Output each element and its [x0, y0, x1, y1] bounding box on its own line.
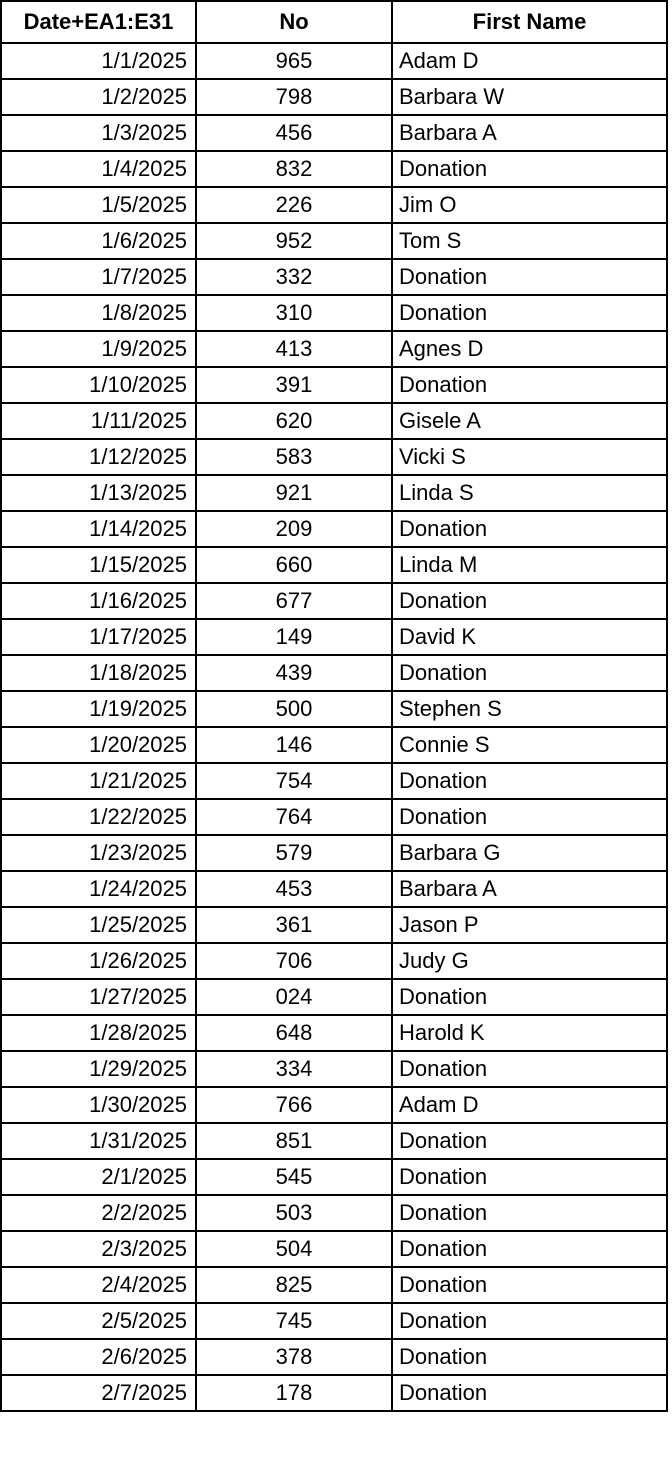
table-row [1, 1303, 667, 1339]
no-cell[interactable]: 764 [196, 799, 392, 835]
no-cell[interactable]: 504 [196, 1231, 392, 1267]
date-cell[interactable]: 1/7/2025 [1, 259, 196, 295]
no-cell[interactable]: 024 [196, 979, 392, 1015]
date-cell[interactable]: 1/27/2025 [1, 979, 196, 1015]
first-name-cell[interactable]: Donation [392, 295, 667, 331]
table-row [1, 691, 667, 727]
no-cell[interactable]: 545 [196, 1159, 392, 1195]
no-cell[interactable]: 832 [196, 151, 392, 187]
date-cell[interactable]: 1/31/2025 [1, 1123, 196, 1159]
date-cell[interactable]: 1/15/2025 [1, 547, 196, 583]
first-name-cell[interactable]: Donation [392, 583, 667, 619]
table-row [1, 439, 667, 475]
table-row [1, 115, 667, 151]
table-row [1, 403, 667, 439]
date-cell[interactable]: 1/14/2025 [1, 511, 196, 547]
date-cell[interactable]: 1/17/2025 [1, 619, 196, 655]
no-cell[interactable]: 149 [196, 619, 392, 655]
first-name-cell[interactable]: Stephen S [392, 691, 667, 727]
no-cell[interactable]: 851 [196, 1123, 392, 1159]
date-cell[interactable]: 1/29/2025 [1, 1051, 196, 1087]
date-cell[interactable]: 1/11/2025 [1, 403, 196, 439]
table-row [1, 907, 667, 943]
table-row [1, 547, 667, 583]
first-name-cell[interactable]: Barbara W [392, 79, 667, 115]
table-row [1, 1087, 667, 1123]
no-cell[interactable]: 921 [196, 475, 392, 511]
no-cell[interactable]: 620 [196, 403, 392, 439]
table-row [1, 583, 667, 619]
no-cell[interactable]: 500 [196, 691, 392, 727]
first-name-cell[interactable]: Vicki S [392, 439, 667, 475]
no-cell[interactable]: 146 [196, 727, 392, 763]
first-name-cell[interactable]: Donation [392, 151, 667, 187]
date-cell[interactable]: 1/23/2025 [1, 835, 196, 871]
date-cell[interactable]: 1/24/2025 [1, 871, 196, 907]
first-name-cell[interactable]: Judy G [392, 943, 667, 979]
first-name-cell[interactable]: Donation [392, 1267, 667, 1303]
first-name-cell[interactable]: Donation [392, 1051, 667, 1087]
no-cell[interactable]: 332 [196, 259, 392, 295]
table-row [1, 979, 667, 1015]
table-row [1, 1015, 667, 1051]
first-name-cell[interactable]: Donation [392, 1339, 667, 1375]
first-name-cell[interactable]: Barbara A [392, 115, 667, 151]
date-cell[interactable]: 1/12/2025 [1, 439, 196, 475]
first-name-cell[interactable]: David K [392, 619, 667, 655]
first-name-cell[interactable]: Donation [392, 1375, 667, 1411]
table-row [1, 187, 667, 223]
first-name-cell[interactable]: Donation [392, 259, 667, 295]
table-row [1, 475, 667, 511]
date-cell[interactable]: 1/30/2025 [1, 1087, 196, 1123]
no-cell[interactable]: 952 [196, 223, 392, 259]
first-name-cell[interactable]: Donation [392, 367, 667, 403]
table-row [1, 511, 667, 547]
first-name-cell[interactable]: Barbara G [392, 835, 667, 871]
no-cell[interactable]: 439 [196, 655, 392, 691]
date-cell[interactable]: 2/3/2025 [1, 1231, 196, 1267]
no-cell[interactable]: 334 [196, 1051, 392, 1087]
no-cell[interactable]: 178 [196, 1375, 392, 1411]
no-cell[interactable]: 825 [196, 1267, 392, 1303]
first-name-cell[interactable]: Donation [392, 1123, 667, 1159]
date-cell[interactable]: 2/7/2025 [1, 1375, 196, 1411]
no-cell[interactable]: 798 [196, 79, 392, 115]
no-cell[interactable]: 660 [196, 547, 392, 583]
header-no[interactable]: No [196, 1, 392, 43]
no-cell[interactable]: 965 [196, 43, 392, 79]
first-name-cell[interactable]: Donation [392, 511, 667, 547]
date-cell[interactable]: 1/8/2025 [1, 295, 196, 331]
date-cell[interactable]: 1/9/2025 [1, 331, 196, 367]
first-name-cell[interactable]: Tom S [392, 223, 667, 259]
table-row [1, 223, 667, 259]
first-name-cell[interactable]: Jason P [392, 907, 667, 943]
first-name-cell[interactable]: Connie S [392, 727, 667, 763]
date-cell[interactable]: 1/25/2025 [1, 907, 196, 943]
date-cell[interactable]: 1/4/2025 [1, 151, 196, 187]
date-cell[interactable]: 1/2/2025 [1, 79, 196, 115]
table-row [1, 367, 667, 403]
no-cell[interactable]: 754 [196, 763, 392, 799]
first-name-cell[interactable]: Donation [392, 1195, 667, 1231]
table-row [1, 1123, 667, 1159]
no-cell[interactable]: 391 [196, 367, 392, 403]
first-name-cell[interactable]: Donation [392, 799, 667, 835]
first-name-cell[interactable]: Agnes D [392, 331, 667, 367]
table-row [1, 259, 667, 295]
no-cell[interactable]: 456 [196, 115, 392, 151]
date-cell[interactable]: 2/4/2025 [1, 1267, 196, 1303]
table-row [1, 619, 667, 655]
table-row [1, 799, 667, 835]
date-cell[interactable]: 1/21/2025 [1, 763, 196, 799]
no-cell[interactable]: 503 [196, 1195, 392, 1231]
table-row [1, 835, 667, 871]
no-cell[interactable]: 583 [196, 439, 392, 475]
table-row [1, 1339, 667, 1375]
first-name-cell[interactable]: Jim O [392, 187, 667, 223]
date-cell[interactable]: 2/1/2025 [1, 1159, 196, 1195]
table-row [1, 151, 667, 187]
table-row [1, 43, 667, 79]
date-cell[interactable]: 1/5/2025 [1, 187, 196, 223]
date-cell[interactable]: 1/6/2025 [1, 223, 196, 259]
date-cell[interactable]: 2/5/2025 [1, 1303, 196, 1339]
table-row [1, 1159, 667, 1195]
first-name-cell[interactable]: Adam D [392, 43, 667, 79]
first-name-cell[interactable]: Gisele A [392, 403, 667, 439]
table-row [1, 1231, 667, 1267]
first-name-cell[interactable]: Donation [392, 1159, 667, 1195]
date-cell[interactable]: 1/20/2025 [1, 727, 196, 763]
table-row [1, 331, 667, 367]
first-name-cell[interactable]: Donation [392, 763, 667, 799]
first-name-cell[interactable]: Adam D [392, 1087, 667, 1123]
table-row [1, 943, 667, 979]
header-row [1, 1, 667, 43]
date-cell[interactable]: 1/22/2025 [1, 799, 196, 835]
first-name-cell[interactable]: Linda S [392, 475, 667, 511]
first-name-cell[interactable]: Donation [392, 1303, 667, 1339]
date-cell[interactable]: 2/2/2025 [1, 1195, 196, 1231]
table-row [1, 295, 667, 331]
date-cell[interactable]: 1/1/2025 [1, 43, 196, 79]
header-date[interactable]: Date+EA1:E31 [1, 1, 196, 43]
first-name-cell[interactable]: Linda M [392, 547, 667, 583]
no-cell[interactable]: 378 [196, 1339, 392, 1375]
no-cell[interactable]: 453 [196, 871, 392, 907]
date-cell[interactable]: 1/19/2025 [1, 691, 196, 727]
date-cell[interactable]: 1/28/2025 [1, 1015, 196, 1051]
table-row [1, 79, 667, 115]
date-cell[interactable]: 1/3/2025 [1, 115, 196, 151]
first-name-cell[interactable]: Donation [392, 655, 667, 691]
no-cell[interactable]: 706 [196, 943, 392, 979]
no-cell[interactable]: 209 [196, 511, 392, 547]
table-row [1, 871, 667, 907]
date-cell[interactable]: 1/16/2025 [1, 583, 196, 619]
no-cell[interactable]: 677 [196, 583, 392, 619]
table-row [1, 1051, 667, 1087]
no-cell[interactable]: 413 [196, 331, 392, 367]
date-cell[interactable]: 1/13/2025 [1, 475, 196, 511]
date-cell[interactable]: 1/18/2025 [1, 655, 196, 691]
date-cell[interactable]: 1/10/2025 [1, 367, 196, 403]
no-cell[interactable]: 226 [196, 187, 392, 223]
table-row [1, 1267, 667, 1303]
date-cell[interactable]: 1/26/2025 [1, 943, 196, 979]
table-row [1, 763, 667, 799]
table-row [1, 727, 667, 763]
table-row [1, 655, 667, 691]
no-cell[interactable]: 745 [196, 1303, 392, 1339]
table-row [1, 1375, 667, 1411]
no-cell[interactable]: 310 [196, 295, 392, 331]
no-cell[interactable]: 579 [196, 835, 392, 871]
no-cell[interactable]: 648 [196, 1015, 392, 1051]
no-cell[interactable]: 361 [196, 907, 392, 943]
header-first-name[interactable]: First Name [392, 1, 667, 43]
date-cell[interactable]: 2/6/2025 [1, 1339, 196, 1375]
first-name-cell[interactable]: Barbara A [392, 871, 667, 907]
first-name-cell[interactable]: Harold K [392, 1015, 667, 1051]
no-cell[interactable]: 766 [196, 1087, 392, 1123]
table-row [1, 1195, 667, 1231]
first-name-cell[interactable]: Donation [392, 1231, 667, 1267]
first-name-cell[interactable]: Donation [392, 979, 667, 1015]
